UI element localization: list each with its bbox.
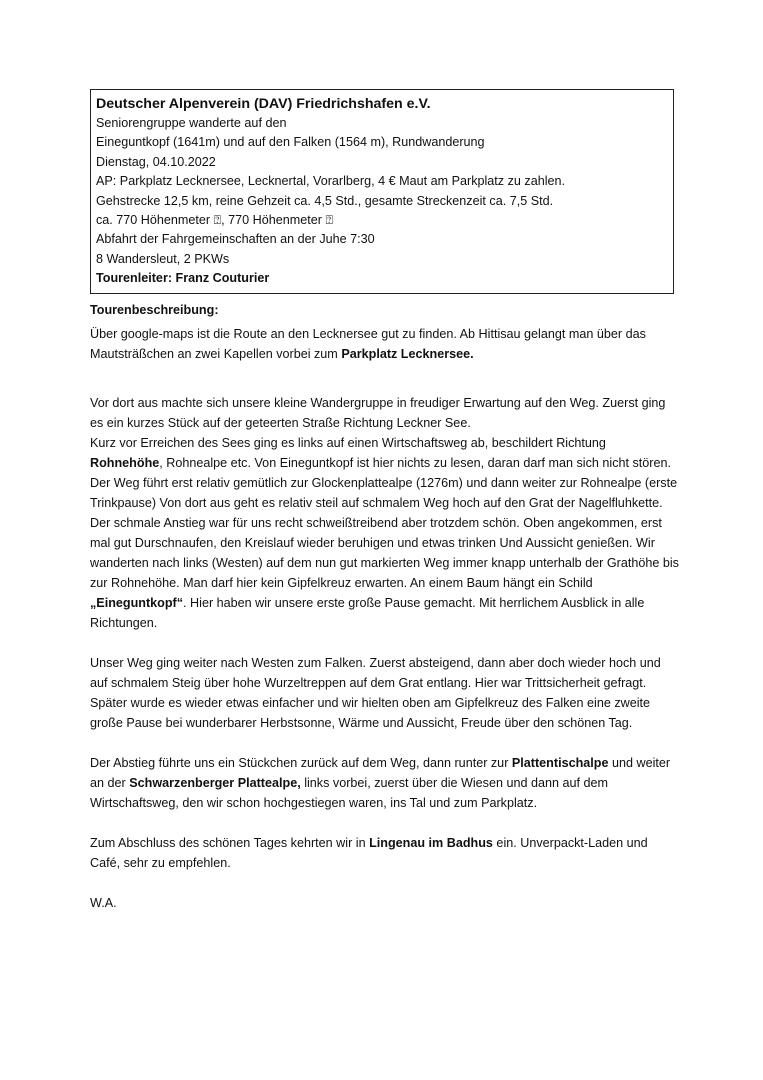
paragraph-spacer xyxy=(90,633,680,653)
paragraph-ascent-start: Vor dort aus machte sich unsere kleine Wandergruppe in freudiger Erwartung auf den Weg. Zuerst ging es ein kurzes Stück auf der geteerten Straße Richtung Leckner See. xyxy=(90,396,666,430)
tour-info-box xyxy=(90,89,674,294)
summit-text: Der schmale Anstieg war für uns recht schweißtreibend aber trotzdem schön. Oben angekommen, erst mal gut Durschnaufen, den Kreislauf wieder beruhigen und etwas trinken Und Aussicht genießen. Wir wanderten nach links (Westen) auf dem nun gut markierten Weg immer knapp unterhalb der Grathöhe bis zur Rohnehöhe. Man darf hier kein Gipfelkreuz erwarten. An einem Baum hängt ein Schild xyxy=(90,516,679,590)
section-heading: Tourenbeschreibung: xyxy=(90,303,219,317)
info-line-meeting-point: AP: Parkplatz Lecknersee, Lecknertal, Vorarlberg, 4 € Maut am Parkplatz zu zahlen. xyxy=(96,174,566,189)
info-line-elevation: ca. 770 Höhenmeter ⍰, 770 Höhenmeter ⍰ xyxy=(96,213,334,228)
club-title: Deutscher Alpenverein (DAV) Friedrichshafen e.V. xyxy=(96,96,431,112)
rohnehoehe-name: Rohnehöhe xyxy=(90,456,160,470)
plattentischalpe-name: Plattentischalpe xyxy=(511,756,609,770)
paragraph-spacer xyxy=(90,813,680,833)
paragraph-ascent-summit xyxy=(90,513,680,633)
parking-name: Parkplatz Lecknersee. xyxy=(341,347,474,361)
info-line-participants: 8 Wandersleut, 2 PKWs xyxy=(96,251,230,266)
paragraph-route-text: Über google-maps ist die Route an den Lecknersee gut zu finden. Ab Hittisau gelangt man über das Mautsträßchen an zwei Kapellen vorbei zum xyxy=(90,327,646,361)
descent-text-3: links vorbei, zuerst über die Wiesen und dann auf dem Wirtschaftsweg, den wir schon hochgestiegen waren, ins Tal und zum Parkplatz. xyxy=(90,776,609,810)
paragraph-descent xyxy=(90,753,680,813)
paragraph-spacer xyxy=(90,733,680,753)
plattealpe-name: Schwarzenberger Plattealpe, xyxy=(129,776,301,790)
summit-rest: . Hier haben wir unsere erste große Pause gemacht. Mit herrlichem Ausblick in alle Richtungen. xyxy=(90,596,645,630)
ending-text: Zum Abschluss des schönen Tages kehrten wir in xyxy=(90,836,370,850)
descent-text-2: und weiter an der xyxy=(90,756,671,790)
paragraph-falken: Unser Weg ging weiter nach Westen zum Falken. Zuerst absteigend, dann aber doch wieder hoch und auf schmalem Steig über hohe Wurzeltreppen auf dem Grat entlang. Hier war Trittsicherheit gefragt. Später wurde es wieder etwas einfacher und wir hielten oben am Gipfelkreuz des Falken eine zweite große Pause bei wunderbarer Herbstsonne, Wärme und Aussicht, Freude über den schönen Tag. xyxy=(90,656,661,730)
paragraph-ascent-path: Der Weg führt erst relativ gemütlich zur Glockenplattealpe (1276m) und dann weiter zur Rohnealpe (erste Trinkpause) Von dort aus geht es relativ steil auf schmalem Weg hoch auf den Grat der Nagelfluhkette. xyxy=(90,476,678,510)
paragraph-ascent-signpost xyxy=(90,433,680,473)
signpost-text: Kurz vor Erreichen des Sees ging es links auf einen Wirtschaftsweg ab, beschildert Richtung xyxy=(90,436,606,450)
badhus-name: Lingenau im Badhus xyxy=(369,836,493,850)
info-line-distance: Gehstrecke 12,5 km, reine Gehzeit ca. 4,5 Std., gesamte Streckenzeit ca. 7,5 Std. xyxy=(96,193,554,208)
paragraph-spacer xyxy=(90,873,680,893)
info-line-group: Seniorengruppe wanderte auf den xyxy=(96,116,287,130)
tour-description xyxy=(90,300,680,913)
tour-leader: Tourenleiter: Franz Couturier xyxy=(96,271,270,286)
info-line-departure: Abfahrt der Fahrgemeinschaften an der Juhe 7:30 xyxy=(96,232,375,247)
info-line-destination: Eineguntkopf (1641m) und auf den Falken (1564 m), Rundwanderung xyxy=(96,135,485,150)
paragraph-spacer xyxy=(90,364,680,393)
signpost-rest: , Rohnealpe etc. Von Eineguntkopf ist hier nichts zu lesen, daran darf man sich nicht stören. xyxy=(159,456,672,470)
summit-sign-name: „Eineguntkopf“ xyxy=(90,596,184,610)
author-signature: W.A. xyxy=(90,896,117,910)
info-line-date: Dienstag, 04.10.2022 xyxy=(96,154,216,169)
ending-text-2: ein. Unverpackt-Laden und Café, sehr zu empfehlen. xyxy=(90,836,648,870)
paragraph-ending xyxy=(90,833,680,873)
paragraph-route xyxy=(90,324,680,364)
descent-text: Der Abstieg führte uns ein Stückchen zurück auf dem Weg, dann runter zur xyxy=(90,756,512,770)
